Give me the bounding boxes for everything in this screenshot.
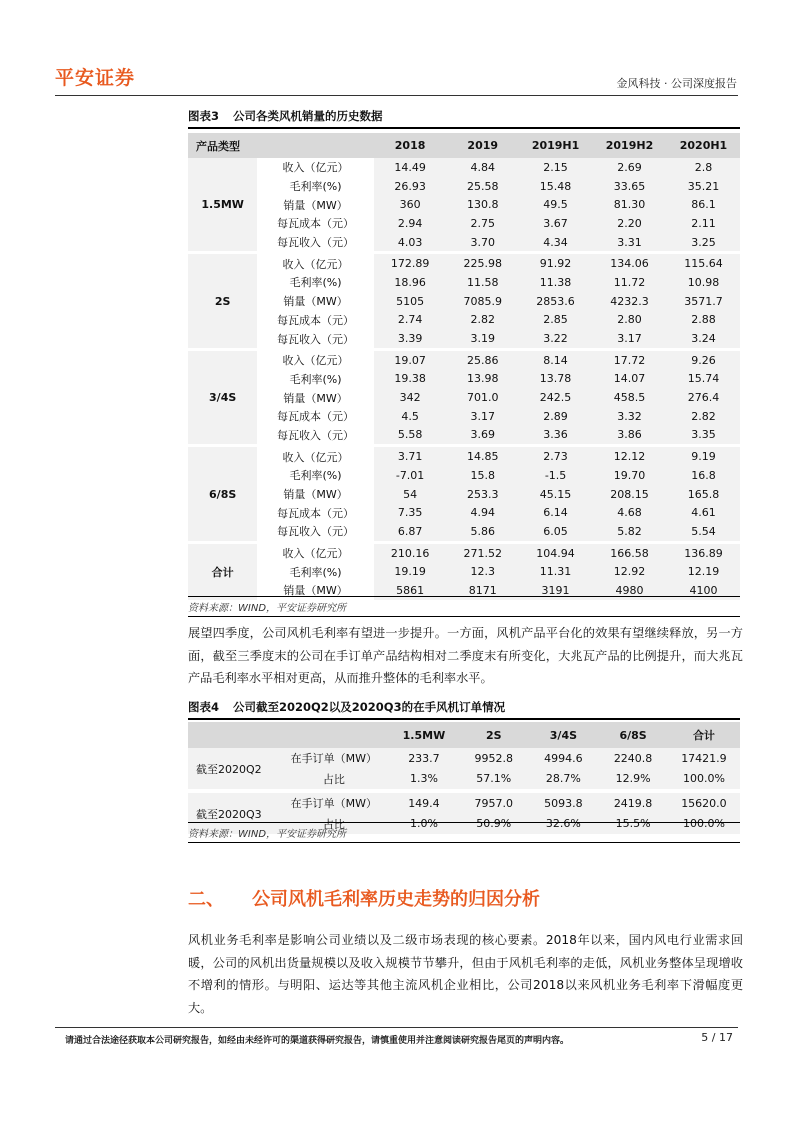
table-row xyxy=(188,195,740,214)
figure4-title xyxy=(188,699,519,715)
data-cell: -1.5 xyxy=(519,466,592,485)
figure4-caption: 公司截至2020Q2以及2020Q3的在手风机订单情况 xyxy=(233,700,506,714)
data-cell: 3.25 xyxy=(667,233,740,253)
data-cell: 3.17 xyxy=(446,407,519,426)
data-cell: 3.71 xyxy=(374,446,447,466)
figure4-label: 图表4 xyxy=(188,700,220,714)
data-cell: 7085.9 xyxy=(446,292,519,311)
data-cell: 2.69 xyxy=(592,158,667,177)
table-row xyxy=(188,581,740,600)
figure4-col-header: 2S xyxy=(459,722,529,748)
data-cell: 5105 xyxy=(374,292,447,311)
data-cell: 3191 xyxy=(519,581,592,600)
data-cell: 2240.8 xyxy=(598,748,668,769)
metric-label: 在手订单（MW） xyxy=(279,793,389,814)
data-cell: 4.03 xyxy=(374,233,447,253)
data-cell: 3.86 xyxy=(592,426,667,446)
figure4-top-rule xyxy=(188,718,740,720)
data-cell: 2853.6 xyxy=(519,292,592,311)
data-cell: 4.94 xyxy=(446,503,519,522)
data-cell: 3.69 xyxy=(446,426,519,446)
metric-label: 每瓦收入（元） xyxy=(257,233,373,253)
data-cell: 81.30 xyxy=(592,195,667,214)
data-cell: 149.4 xyxy=(389,793,459,814)
brand-logo: 平安证券 xyxy=(55,67,136,89)
metric-label: 销量（MW） xyxy=(257,292,373,311)
metric-label: 毛利率(%) xyxy=(257,370,373,389)
metric-label: 每瓦成本（元） xyxy=(257,407,373,426)
table-row xyxy=(188,214,740,233)
metric-label: 毛利率(%) xyxy=(257,273,373,292)
metric-label: 收入（亿元） xyxy=(257,446,373,466)
data-cell: 3.36 xyxy=(519,426,592,446)
figure3-col-header: 2019H1 xyxy=(519,133,592,158)
data-cell: 100.0% xyxy=(668,769,740,790)
data-cell: 9.19 xyxy=(667,446,740,466)
metric-label: 收入（亿元） xyxy=(257,349,373,369)
figure4-col-header xyxy=(279,722,389,748)
table-row xyxy=(188,503,740,522)
data-cell: 6.05 xyxy=(519,522,592,542)
data-cell: 32.6% xyxy=(529,814,599,835)
data-cell: 15620.0 xyxy=(668,793,740,814)
data-cell: 45.15 xyxy=(519,485,592,504)
data-cell: 225.98 xyxy=(446,253,519,273)
data-cell: 3.31 xyxy=(592,233,667,253)
data-cell: 12.9% xyxy=(598,769,668,790)
product-type-cell: 3/4S xyxy=(188,349,257,445)
figure4-col-header xyxy=(188,722,279,748)
product-type-cell: 2S xyxy=(188,253,257,349)
product-type-cell: 6/8S xyxy=(188,446,257,542)
data-cell: 5861 xyxy=(374,581,447,600)
data-cell: 17.72 xyxy=(592,349,667,369)
metric-label: 每瓦成本（元） xyxy=(257,214,373,233)
figure3-col-header: 2019 xyxy=(446,133,519,158)
table-row xyxy=(188,329,740,349)
data-cell: 15.74 xyxy=(667,370,740,389)
data-cell: 19.70 xyxy=(592,466,667,485)
data-cell: 130.8 xyxy=(446,195,519,214)
figure3-col-header: 产品类型 xyxy=(188,133,257,158)
data-cell: 3.67 xyxy=(519,214,592,233)
data-cell: 6.14 xyxy=(519,503,592,522)
data-cell: 35.21 xyxy=(667,177,740,196)
table-row xyxy=(188,349,740,369)
data-cell: 19.07 xyxy=(374,349,447,369)
data-cell: 57.1% xyxy=(459,769,529,790)
metric-label: 每瓦收入（元） xyxy=(257,426,373,446)
data-cell: 3.70 xyxy=(446,233,519,253)
data-cell: 14.07 xyxy=(592,370,667,389)
figure3-label: 图表3 xyxy=(188,109,220,123)
data-cell: 3.22 xyxy=(519,329,592,349)
data-cell: 458.5 xyxy=(592,388,667,407)
table-row xyxy=(188,522,740,542)
figure3-title xyxy=(188,108,397,124)
figure3-col-header xyxy=(257,133,373,158)
figure4-source-rule xyxy=(188,842,740,843)
data-cell: 2.15 xyxy=(519,158,592,177)
period-cell: 截至2020Q3 xyxy=(188,793,279,834)
data-cell: 4.5 xyxy=(374,407,447,426)
data-cell: 5093.8 xyxy=(529,793,599,814)
data-cell: 3.39 xyxy=(374,329,447,349)
figure3-col-header: 2018 xyxy=(374,133,447,158)
data-cell: 253.3 xyxy=(446,485,519,504)
data-cell: 104.94 xyxy=(519,542,592,562)
table-row xyxy=(188,466,740,485)
section-title: 公司风机毛利率历史走势的归因分析 xyxy=(252,889,540,910)
figure3-source-rule xyxy=(188,616,740,617)
data-cell: 4.68 xyxy=(592,503,667,522)
table-row xyxy=(188,177,740,196)
figure3-source: 资料来源：WIND，平安证券研究所 xyxy=(188,603,347,614)
data-cell: 9.26 xyxy=(667,349,740,369)
data-cell: 9952.8 xyxy=(459,748,529,769)
table-row xyxy=(188,485,740,504)
metric-label: 收入（亿元） xyxy=(257,158,373,177)
data-cell: 18.96 xyxy=(374,273,447,292)
data-cell: 16.8 xyxy=(667,466,740,485)
data-cell: 3571.7 xyxy=(667,292,740,311)
table-row xyxy=(188,370,740,389)
data-cell: 4100 xyxy=(667,581,740,600)
data-cell: 11.38 xyxy=(519,273,592,292)
table-row xyxy=(188,426,740,446)
data-cell: 14.49 xyxy=(374,158,447,177)
data-cell: 4.84 xyxy=(446,158,519,177)
data-cell: 6.87 xyxy=(374,522,447,542)
footer-disclaimer: 请通过合法途径获取本公司研究报告，如经由未经许可的渠道获得研究报告，请慎重使用并注意阅读研究报告尾页的声明内容。 xyxy=(65,1036,570,1046)
data-cell: 2.82 xyxy=(667,407,740,426)
data-cell: 86.1 xyxy=(667,195,740,214)
metric-label: 毛利率(%) xyxy=(257,466,373,485)
product-type-cell: 合计 xyxy=(188,542,257,600)
metric-label: 销量（MW） xyxy=(257,388,373,407)
data-cell: 14.85 xyxy=(446,446,519,466)
table-row xyxy=(188,446,740,466)
period-cell: 截至2020Q2 xyxy=(188,748,279,789)
data-cell: 3.32 xyxy=(592,407,667,426)
metric-label: 收入（亿元） xyxy=(257,253,373,273)
data-cell: 15.48 xyxy=(519,177,592,196)
data-cell: 100.0% xyxy=(668,814,740,835)
data-cell: 3.17 xyxy=(592,329,667,349)
data-cell: 3.19 xyxy=(446,329,519,349)
data-cell: 54 xyxy=(374,485,447,504)
table-row xyxy=(188,542,740,562)
data-cell: 15.5% xyxy=(598,814,668,835)
table-row xyxy=(188,748,740,769)
section-number: 二、 xyxy=(188,889,224,910)
data-cell: 19.19 xyxy=(374,562,447,581)
table-row xyxy=(188,311,740,330)
header-divider xyxy=(55,95,738,96)
metric-label: 销量（MW） xyxy=(257,581,373,600)
data-cell: 3.35 xyxy=(667,426,740,446)
data-cell: 50.9% xyxy=(459,814,529,835)
data-cell: 12.3 xyxy=(446,562,519,581)
data-cell: 91.92 xyxy=(519,253,592,273)
data-cell: 136.89 xyxy=(667,542,740,562)
data-cell: 33.65 xyxy=(592,177,667,196)
figure4-bottom-rule xyxy=(188,822,740,823)
data-cell: 2.85 xyxy=(519,311,592,330)
metric-label: 收入（亿元） xyxy=(257,542,373,562)
data-cell: 5.82 xyxy=(592,522,667,542)
data-cell: 4980 xyxy=(592,581,667,600)
figure3-col-header: 2020H1 xyxy=(667,133,740,158)
data-cell: 15.8 xyxy=(446,466,519,485)
data-cell: 208.15 xyxy=(592,485,667,504)
figure4-col-header: 1.5MW xyxy=(389,722,459,748)
table-row xyxy=(188,158,740,177)
figure4-col-header: 3/4S xyxy=(529,722,599,748)
metric-label: 每瓦收入（元） xyxy=(257,522,373,542)
table-row xyxy=(188,273,740,292)
figure4-source: 资料来源：WIND，平安证券研究所 xyxy=(188,829,347,840)
data-cell: 165.8 xyxy=(667,485,740,504)
table-row xyxy=(188,388,740,407)
data-cell: 342 xyxy=(374,388,447,407)
table-row xyxy=(188,407,740,426)
data-cell: 12.19 xyxy=(667,562,740,581)
data-cell: 7.35 xyxy=(374,503,447,522)
data-cell: 4.61 xyxy=(667,503,740,522)
data-cell: 2.75 xyxy=(446,214,519,233)
data-cell: 25.86 xyxy=(446,349,519,369)
data-cell: 19.38 xyxy=(374,370,447,389)
data-cell: 13.98 xyxy=(446,370,519,389)
data-cell: 701.0 xyxy=(446,388,519,407)
table-row xyxy=(188,253,740,273)
data-cell: 11.72 xyxy=(592,273,667,292)
data-cell: 25.58 xyxy=(446,177,519,196)
data-cell: 8171 xyxy=(446,581,519,600)
metric-label: 毛利率(%) xyxy=(257,562,373,581)
table-row xyxy=(188,233,740,253)
data-cell: 172.89 xyxy=(374,253,447,273)
table-row xyxy=(188,292,740,311)
section-heading xyxy=(188,885,540,911)
metric-label: 占比 xyxy=(279,814,389,835)
data-cell: 7957.0 xyxy=(459,793,529,814)
data-cell: 8.14 xyxy=(519,349,592,369)
data-cell: 2.88 xyxy=(667,311,740,330)
data-cell: 242.5 xyxy=(519,388,592,407)
data-cell: 233.7 xyxy=(389,748,459,769)
figure3-table xyxy=(188,133,740,600)
metric-label: 每瓦成本（元） xyxy=(257,311,373,330)
paragraph-analysis: 风机业务毛利率是影响公司业绩以及二级市场表现的核心要素。2018年以来，国内风电行业需求回暖，公司的风机出货量规模以及收入规模节节攀升，但由于风机毛利率的走低，风机业务整体呈现增收不增利的情形。与明阳、运达等其他主流风机企业相比，公司2018以来风机业务毛利率下滑幅度更大。 xyxy=(188,933,743,1015)
metric-label: 毛利率(%) xyxy=(257,177,373,196)
data-cell: 11.31 xyxy=(519,562,592,581)
data-cell: 2.11 xyxy=(667,214,740,233)
data-cell: 5.54 xyxy=(667,522,740,542)
figure3-caption: 公司各类风机销量的历史数据 xyxy=(233,109,383,123)
metric-label: 每瓦收入（元） xyxy=(257,329,373,349)
figure3-bottom-rule xyxy=(188,596,740,597)
data-cell: 2.20 xyxy=(592,214,667,233)
data-cell: 2419.8 xyxy=(598,793,668,814)
table-row xyxy=(188,562,740,581)
footer-divider xyxy=(55,1027,738,1028)
metric-label: 每瓦成本（元） xyxy=(257,503,373,522)
metric-label: 销量（MW） xyxy=(257,485,373,504)
data-cell: 271.52 xyxy=(446,542,519,562)
data-cell: 276.4 xyxy=(667,388,740,407)
data-cell: 2.80 xyxy=(592,311,667,330)
data-cell: 5.86 xyxy=(446,522,519,542)
figure4-col-header: 6/8S xyxy=(598,722,668,748)
data-cell: 4.34 xyxy=(519,233,592,253)
table-row xyxy=(188,793,740,814)
data-cell: 26.93 xyxy=(374,177,447,196)
metric-label: 在手订单（MW） xyxy=(279,748,389,769)
data-cell: 49.5 xyxy=(519,195,592,214)
data-cell: 28.7% xyxy=(529,769,599,790)
page-number: 5 / 17 xyxy=(701,1031,733,1044)
data-cell: 4232.3 xyxy=(592,292,667,311)
data-cell: 2.73 xyxy=(519,446,592,466)
figure3-col-header: 2019H2 xyxy=(592,133,667,158)
data-cell: 11.58 xyxy=(446,273,519,292)
data-cell: 17421.9 xyxy=(668,748,740,769)
data-cell: 10.98 xyxy=(667,273,740,292)
figure4-col-header: 合计 xyxy=(668,722,740,748)
data-cell: -7.01 xyxy=(374,466,447,485)
data-cell: 4994.6 xyxy=(529,748,599,769)
data-cell: 2.74 xyxy=(374,311,447,330)
report-title: 金风科技 · 公司深度报告 xyxy=(616,77,737,90)
data-cell: 13.78 xyxy=(519,370,592,389)
paragraph-outlook: 展望四季度，公司风机毛利率有望进一步提升。一方面，风机产品平台化的效果有望继续释放，另一方面，截至三季度末的公司在手订单产品结构相对二季度末有所变化，大兆瓦产品的比例提升，而大兆瓦产品毛利率水平相对更高，从而推升整体的毛利率水平。 xyxy=(188,626,743,685)
data-cell: 2.89 xyxy=(519,407,592,426)
figure4-table xyxy=(188,722,740,834)
data-cell: 1.0% xyxy=(389,814,459,835)
data-cell: 1.3% xyxy=(389,769,459,790)
data-cell: 2.94 xyxy=(374,214,447,233)
data-cell: 134.06 xyxy=(592,253,667,273)
data-cell: 3.24 xyxy=(667,329,740,349)
data-cell: 5.58 xyxy=(374,426,447,446)
data-cell: 166.58 xyxy=(592,542,667,562)
metric-label: 销量（MW） xyxy=(257,195,373,214)
figure3-top-rule xyxy=(188,127,740,129)
metric-label: 占比 xyxy=(279,769,389,790)
data-cell: 2.8 xyxy=(667,158,740,177)
data-cell: 115.64 xyxy=(667,253,740,273)
data-cell: 210.16 xyxy=(374,542,447,562)
product-type-cell: 1.5MW xyxy=(188,158,257,253)
data-cell: 12.12 xyxy=(592,446,667,466)
data-cell: 12.92 xyxy=(592,562,667,581)
data-cell: 2.82 xyxy=(446,311,519,330)
data-cell: 360 xyxy=(374,195,447,214)
